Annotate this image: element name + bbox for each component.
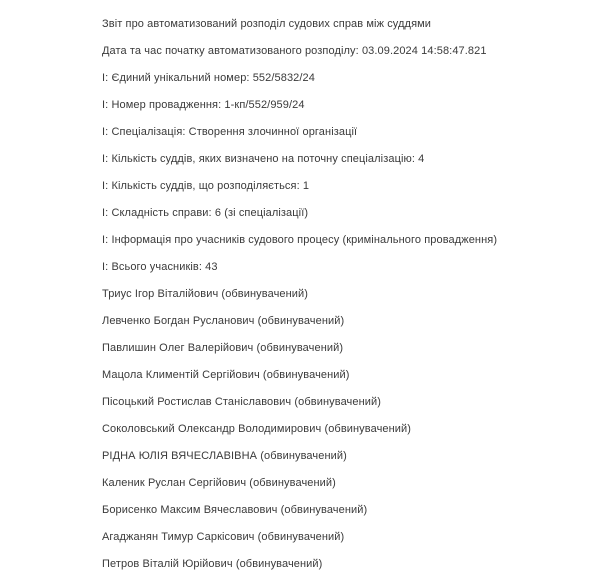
participant-item: Пісоцький Ростислав Станіславович (обвинувачений) [102,396,382,408]
participant-item: Агаджанян Тимур Саркісович (обвинувачений) [102,531,345,543]
participant-item: Мацола Климентій Сергійович (обвинувачений) [102,369,350,381]
participants-info: І: Інформація про учасників судового процесу (кримінального провадження) [102,234,498,246]
participant-item: Каленик Руслан Сергійович (обвинувачений) [102,477,336,489]
case-complexity: І: Складність справи: 6 (зі спеціалізації) [102,207,309,219]
participant-item: Левченко Богдан Русланович (обвинувачений) [102,315,345,327]
judges-count: І: Кількість суддів, яких визначено на поточну спеціалізацію: 4 [102,153,425,165]
participants-total: І: Всього учасників: 43 [102,261,218,273]
participant-item: Борисенко Максим Вячеславович (обвинувачений) [102,504,368,516]
judges-distributed: І: Кількість суддів, що розподіляється: 1 [102,180,310,192]
distribution-report [102,18,582,585]
participant-item: Триус Ігор Віталійович (обвинувачений) [102,288,309,300]
participant-item: Соколовський Олександр Володимирович (обвинувачений) [102,423,412,435]
report-title: Звіт про автоматизований розподіл судових справ між суддями [102,18,432,30]
start-datetime: Дата та час початку автоматизованого розподілу: 03.09.2024 14:58:47.821 [102,45,487,57]
participant-item: РІДНА ЮЛІЯ ВЯЧЕСЛАВІВНА (обвинувачений) [102,450,347,462]
proceeding-number: І: Номер провадження: 1-кп/552/959/24 [102,99,305,111]
unique-number: І: Єдиний унікальний номер: 552/5832/24 [102,72,315,84]
specialization: І: Спеціалізація: Створення злочинної організації [102,126,358,138]
participant-item: Петров Віталій Юрійович (обвинувачений) [102,558,323,570]
participant-item: Павлишин Олег Валерійович (обвинувачений) [102,342,344,354]
